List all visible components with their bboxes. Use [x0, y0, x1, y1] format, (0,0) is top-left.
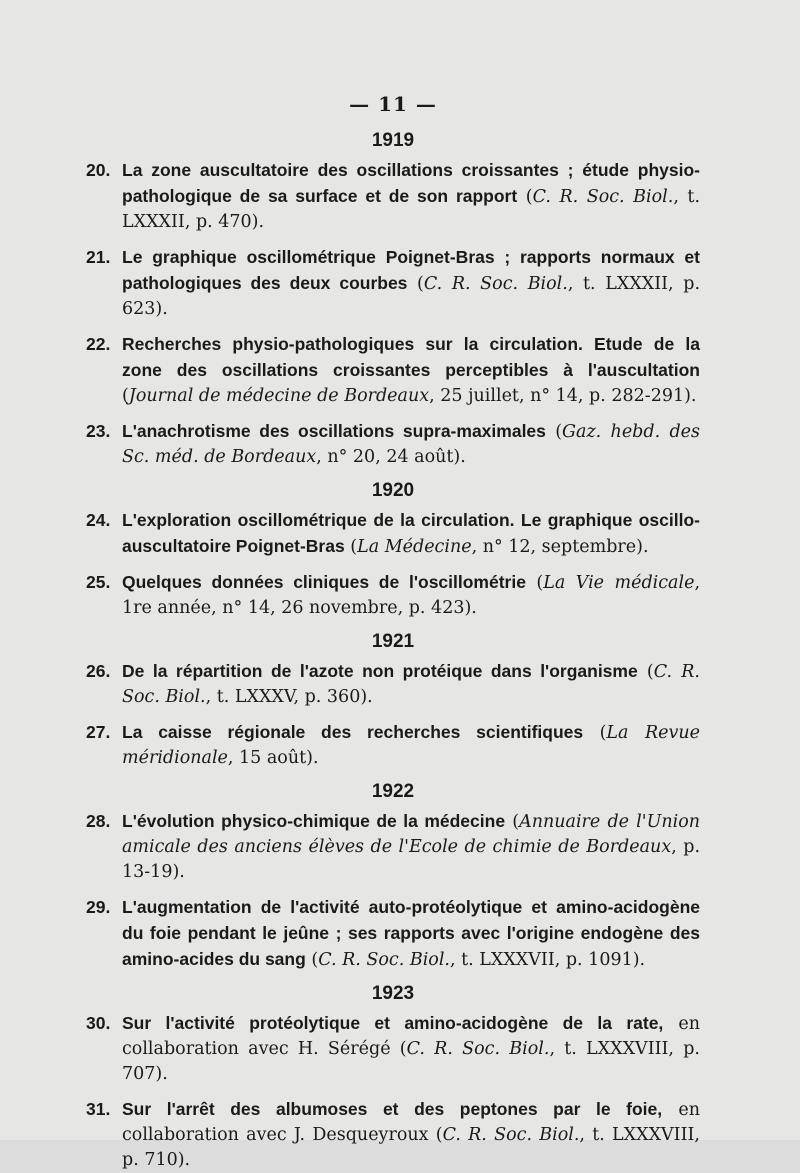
entry-title: La caisse régionale des recherches scientifiques — [122, 722, 584, 742]
publication-entry — [86, 419, 700, 470]
entry-number: 23. — [86, 421, 111, 441]
entry-journal: C. R. Soc. Biol. — [122, 662, 700, 707]
entry-text — [122, 720, 700, 771]
entry-reference-prefix: ( — [637, 662, 654, 682]
publication-entry — [86, 508, 700, 560]
entry-text — [122, 1097, 700, 1173]
entry-reference-suffix: , 15 août). — [227, 748, 319, 768]
entry-title: Sur l'activité protéolytique et amino-acidogène de la rate, — [122, 1013, 664, 1033]
publication-entry — [86, 895, 700, 973]
entry-journal: C. R. Soc. Biol. — [532, 187, 674, 207]
entry-reference-suffix: , p. 13-19). — [122, 837, 701, 882]
entry-journal: La Vie médicale — [543, 573, 695, 593]
entry-reference-suffix: , n° 12, septembre). — [471, 537, 649, 557]
entry-reference-prefix: ( — [583, 723, 607, 743]
publication-entry — [86, 659, 700, 710]
entry-reference-prefix: ( — [505, 812, 520, 832]
year-section — [86, 130, 700, 470]
entry-reference-suffix: , t. LXXXVIII, p. 710). — [122, 1125, 700, 1170]
entry-reference-suffix: , 25 juillet, n° 14, p. 282-291). — [429, 386, 697, 406]
entry-reference-prefix: en collaboration avec H. Sérégé ( — [122, 1014, 700, 1059]
entry-number: 20. — [86, 160, 111, 180]
entry-number: 21. — [86, 247, 111, 267]
entry-journal: Gaz. hebd. des Sc. méd. de Bordeaux — [122, 422, 700, 467]
entry-text — [122, 245, 700, 322]
publication-entry — [86, 570, 700, 621]
entry-reference-suffix: , 1re année, n° 14, 26 novembre, p. 423). — [122, 573, 701, 618]
entry-reference-suffix: , t. LXXXV, p. 360). — [205, 687, 373, 707]
year-section — [86, 480, 700, 621]
publication-entry — [86, 1011, 700, 1087]
entry-number: 26. — [86, 661, 111, 681]
entry-reference-suffix: , t. LXXXVIII, p. 707). — [122, 1039, 700, 1084]
entry-journal: C. R. Soc. Biol. — [318, 950, 450, 970]
entry-reference-prefix: ( — [545, 422, 563, 442]
entry-journal: Journal de médecine de Bordeaux — [128, 386, 430, 406]
entry-reference-suffix: , t. LXXXII, p. 623). — [122, 274, 701, 319]
year-heading: 1923 — [371, 983, 415, 1004]
entry-reference-suffix: , t. LXXXVII, p. 1091). — [449, 950, 646, 970]
entry-text — [122, 332, 700, 409]
entry-text — [122, 158, 700, 235]
publication-entry — [86, 245, 700, 322]
year-heading: 1920 — [371, 480, 415, 501]
entry-journal: C. R. Soc. Biol. — [406, 1039, 550, 1059]
entry-number: 28. — [86, 811, 111, 831]
entry-journal: C. R. Soc. Biol. — [442, 1125, 580, 1145]
entry-reference-prefix: ( — [122, 386, 129, 406]
entry-reference-prefix: en collaboration avec J. Desqueyroux ( — [122, 1100, 700, 1145]
entry-journal: La Revue méridionale — [122, 723, 700, 768]
year-section — [86, 781, 700, 973]
entry-title: De la répartition de l'azote non protéique dans l'organisme — [122, 661, 638, 681]
publication-entry — [86, 158, 700, 235]
entry-title: Recherches physio-pathologiques sur la circulation. Etude de la zone des oscillations croissantes perceptibles à l'auscultation — [122, 334, 700, 380]
entry-title: L'augmentation de l'activité auto-protéolytique et amino-acidogène du foie pendant le jeûne ; ses rapports avec l'origine endogène des amino-acides du sang — [122, 897, 700, 969]
year-heading: 1921 — [371, 631, 415, 652]
year-section — [86, 631, 700, 771]
entry-text — [122, 508, 700, 560]
publication-entry — [86, 720, 700, 771]
publication-entry — [86, 332, 700, 409]
entry-reference-prefix: ( — [407, 274, 424, 294]
entry-number: 27. — [86, 722, 111, 742]
entry-number: 29. — [86, 897, 111, 917]
entry-number: 24. — [86, 510, 111, 530]
entry-journal: La Médecine — [357, 537, 472, 557]
entry-reference-prefix: ( — [525, 573, 544, 593]
year-section — [86, 983, 700, 1173]
entry-journal: Annuaire de l'Union amicale des anciens élèves de l'Ecole de chimie de Bordeaux — [122, 812, 701, 857]
page-number: — 11 — — [349, 92, 437, 116]
entry-title: Quelques données cliniques de l'oscillométrie — [122, 572, 526, 592]
entry-number: 30. — [86, 1013, 111, 1033]
year-heading: 1922 — [371, 781, 415, 802]
entry-text — [122, 570, 700, 621]
entry-reference-prefix: ( — [344, 537, 358, 557]
entry-number: 22. — [86, 334, 111, 354]
entry-number: 25. — [86, 572, 111, 592]
entry-reference-prefix: ( — [517, 187, 533, 207]
entry-title: Sur l'arrêt des albumoses et des peptones par le foie, — [122, 1099, 663, 1119]
entry-text — [122, 659, 700, 710]
bibliography-list — [86, 130, 700, 1173]
entry-title: L'évolution physico-chimique de la médecine — [122, 811, 506, 831]
entry-number: 31. — [86, 1099, 111, 1119]
entry-text — [122, 1011, 700, 1087]
entry-reference-suffix: , t. LXXXII, p. 470). — [122, 187, 701, 232]
entry-reference-prefix: ( — [305, 950, 319, 970]
entry-title: L'exploration oscillométrique de la circulation. Le graphique oscillo-auscultatoire Poignet-Bras — [122, 510, 700, 556]
publication-entry — [86, 809, 700, 885]
entry-title: Le graphique oscillométrique Poignet-Bras ; rapports normaux et pathologiques des deux courbes — [122, 247, 700, 293]
year-heading: 1919 — [371, 130, 415, 151]
entry-reference-suffix: , n° 20, 24 août). — [316, 447, 466, 467]
publication-entry — [86, 1097, 700, 1173]
entry-text — [122, 895, 700, 973]
entry-journal: C. R. Soc. Biol. — [423, 274, 568, 294]
entry-text — [122, 809, 700, 885]
entry-title: L'anachrotisme des oscillations supra-maximales — [122, 421, 546, 441]
entry-text — [122, 419, 700, 470]
entry-title: La zone auscultatoire des oscillations croissantes ; étude physio-pathologique de sa surface et de son rapport — [122, 160, 700, 206]
